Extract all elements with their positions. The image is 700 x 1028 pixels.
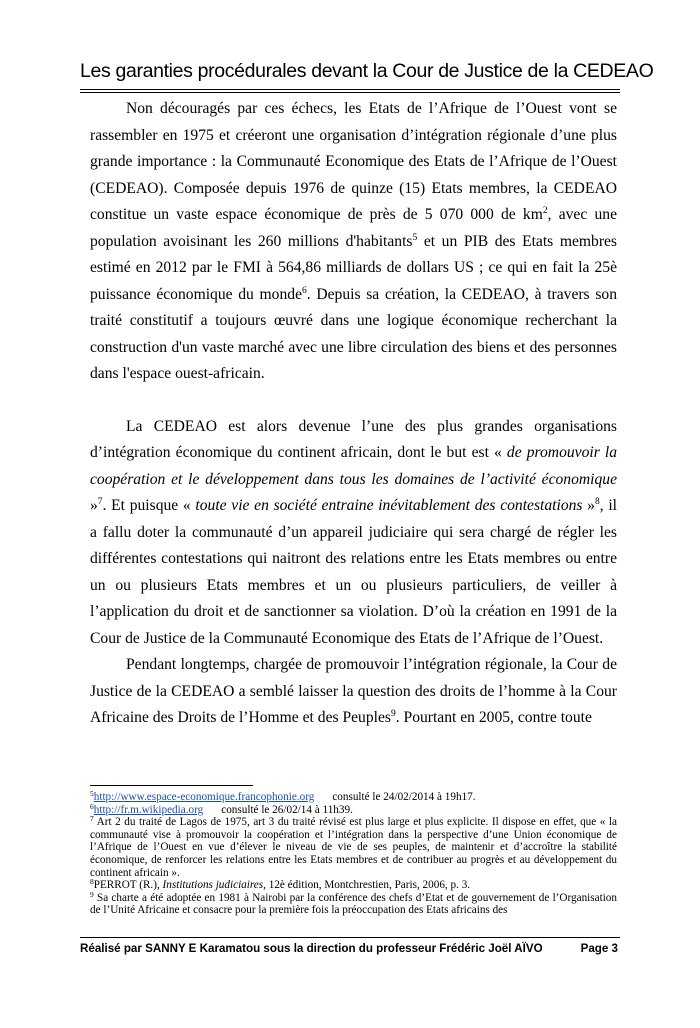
running-header: Les garanties procédurales devant la Cour de Justice de la CEDEAO: [80, 60, 654, 82]
header-rule: [80, 89, 620, 90]
footnote-5: $^5$http://www.espace-economique.francophonie.org consulté le 24/02/2014 à 19h17.: [90, 789, 476, 803]
footnotes: [90, 791, 617, 917]
footnote-ref-9[interactable]: 9: [390, 709, 396, 719]
paragraph-1: Non découragés par ces échecs, les Etats de l’Afrique de l’Ouest vont se rassembler en 1975 et créeront une organisation d’intégration régionale d’une plus grande importance : la Communauté Economique des Etats de l’Afrique de l’Ouest (CEDEAO). Composée depuis 1976 de quinze (15) Etats membres, la CEDEAO constitue un vaste espace économique de près de 5 070 000 de $km^2$, avec une population avoisinant les 260 millions d'habitants$^5$ et un PIB des Etats membres estimé en 2012 par le FMI à 564,86 milliards de dollars US ; ce qui en fait la 25è puissance économique du monde$^6$. Depuis sa création, la CEDEAO, à travers son traité constitutif a toujours œuvré dans une logique économique recherchant la construction d'un vaste marché avec une libre circulation des biens et des personnes dans l'espace ouest-africain.: [90, 100, 617, 382]
footnote-6-link[interactable]: http://fr.m.wikipedia.org: [93, 803, 204, 816]
footnote-ref-8[interactable]: 8: [594, 497, 600, 507]
paragraph-2: La CEDEAO est alors devenue l’une des plus grandes organisations d’intégration économique du continent africain, dont le but est « de promouvoir la coopération et le développement dans tous les domaines de l’activité économique »$^7$. Et puisque « toute vie en société entraine inévitablement des contestations »$^8$, il a fallu doter la communauté d’un appareil judiciaire qui sera chargé de régler les différentes contestations qui naitront des relations entre les Etats membres ou entre un ou plusieurs Etats membres et un ou plusieurs particuliers, de veiller à l’application du droit et de sanctionner sa violation. D’où la création en 1991 de la Cour de Justice de la Communauté Economique des Etats de l’Afrique de l’Ouest.: [90, 417, 618, 647]
paragraph-3: Pendant longtemps, chargée de promouvoir l’intégration régionale, la Cour de Justice de la CEDEAO a semblé laisser la question des droits de l’homme à la Cour Africaine des Droits de l’Homme et des Peuples$^9$. Pourtant en 2005, contre toute: [90, 656, 617, 726]
footnote-separator: [90, 785, 253, 786]
page-number: Page 3: [580, 942, 618, 955]
footnote-9: $^9$ Sa charte a été adoptée en 1981 à Nairobi par la conférence des chefs d’Etat et de gouvernement de l’Organisation de l’Unité Africaine et consacre pour la première fois la préoccupation des Etats africains des: [90, 889, 617, 917]
footnote-7: $^7$ Art 2 du traité de Lagos de 1975, art 3 du traité révisé est plus large et plus explicite. Il dispose en effet, que « la communauté vise à promouvoir la coopération et l’intégration dans la perspective d’une Union économique de l’Afrique de l’Ouest en vue d’élever le niveau de vie de ses peuples, de maintenir et d’accroître la stabilité économique, de renforcer les relations entre les Etats membres et de contribuer au progrès et au développement du continent africain ».: [90, 814, 617, 879]
main-text: [90, 96, 617, 732]
footnote-ref-7[interactable]: 7: [97, 497, 103, 507]
footnote-ref-5[interactable]: 5: [412, 232, 418, 243]
footnote-ref-6[interactable]: 6: [302, 285, 307, 296]
footnote-8: $^8$PERROT (R.), Institutions judiciaires, 12è édition, Montchrestien, Paris, 2006, p. 3.: [90, 877, 471, 892]
footer-rule: [80, 937, 620, 938]
footnote-6: $^6$http://fr.m.wikipedia.org consulté le 26/02/14 à 11h39.: [90, 801, 353, 816]
footer-author: Réalisé par SANNY E Karamatou sous la direction du professeur Frédéric Joël AÏVO: [80, 942, 543, 955]
footnote-5-link[interactable]: http://www.espace-economique.francophonie.org: [93, 791, 315, 803]
header-rule-thin: [80, 92, 620, 93]
page-footer: [80, 940, 620, 958]
